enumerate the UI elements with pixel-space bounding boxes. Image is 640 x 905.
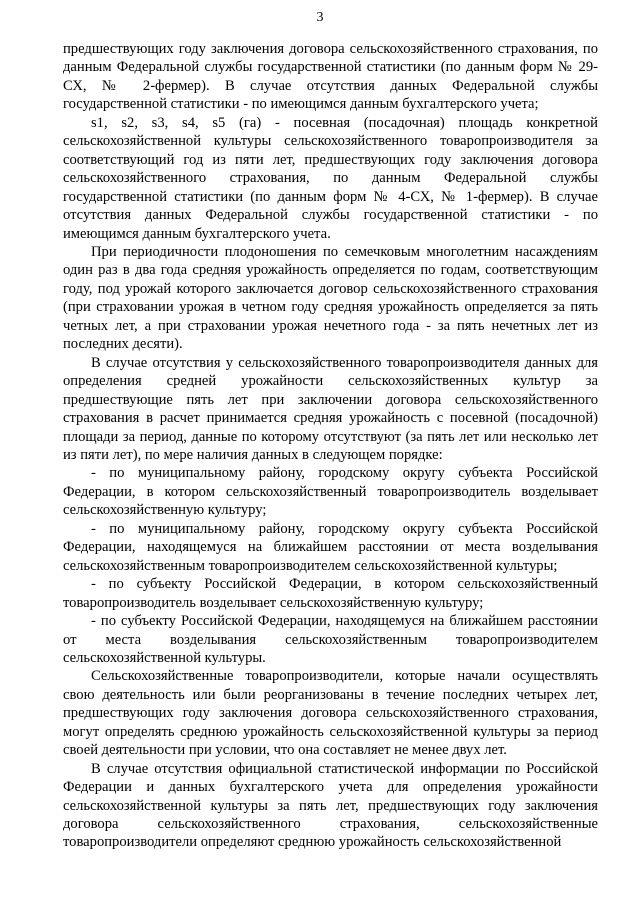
paragraph-continuation: предшествующих году заключения договора сельскохозяйственного страхования, по данным Федеральной службы государственной статистики (по данным форм № 29-СХ, № 2-фермер). В случае отсутствия данных Федеральной службы государственной статистики - по имеющимся данным бухгалтерского учета; <box>63 41 598 113</box>
page-number: 3 <box>316 10 324 25</box>
paragraph-missing-data: В случае отсутствия у сельскохозяйственного товаропроизводителя данных для определения средней урожайности сельскохозяйственных культур за предшествующие пять лет при заключении договора сельскохозяйственного страхования в расчет принимается средняя урожайность с посевной (посадочной) площади за период, данные по которому отсутствуют (за пять лет или несколько лет из пяти лет), по мере наличия данных в следующем порядке: <box>63 354 598 463</box>
list-item-federal-subject: - по субъекту Российской Федерации, в котором сельскохозяйственный товаропроизводитель возделывает сельскохозяйственную культуру; <box>63 576 598 611</box>
paragraph-fruiting-periodicity: При периодичности плодоношения по семечковым многолетним насаждениям один раз в два года средняя урожайность определяется по годам, соответствующим году, под урожай которого заключается договор сельскохозяйственного страхования (при страховании урожая в четном году средняя урожайность определяется за пять четных лет, а при страховании урожая нечетного года - за пять нечетных лет из последних десяти). <box>63 243 598 353</box>
paragraph-reorganized-producers: Сельскохозяйственные товаропроизводители, которые начали осуществлять свою деятельность или были реорганизованы в течение последних четырех лет, предшествующих году заключения договора сельскохозяйственного страхования, могут определять среднюю урожайность сельскохозяйственной культуры за период своей деятельности при условии, что она составляет не менее двух лет. <box>63 668 598 759</box>
document-body <box>63 40 598 852</box>
list-item-nearest-municipal-district: - по муниципальному району, городскому округу субъекта Российской Федерации, находящемуся на ближайшем расстоянии от места возделывания сельскохозяйственным товаропроизводителем сельскохозяйственной культуры; <box>63 520 598 574</box>
list-item-municipal-district: - по муниципальному району, городскому округу субъекта Российской Федерации, в котором сельскохозяйственный товаропроизводитель возделывает сельскохозяйственную культуру; <box>63 465 598 519</box>
paragraph-no-statistics: В случае отсутствия официальной статистической информации по Российской Федерации и данных бухгалтерского учета для определения урожайности сельскохозяйственной культуры за пять лет, предшествующих году заключения договора сельскохозяйственного страхования, сельскохозяйственные товаропроизводители определяют среднюю урожайность сельскохозяйственной <box>63 760 598 851</box>
paragraph-area-definition: s1, s2, s3, s4, s5 (га) - посевная (посадочная) площадь конкретной сельскохозяйственной культуры сельскохозяйственного товаропроизводителя за соответствующий год из пяти лет, предшествующих году заключения договора сельскохозяйственного страхования, по данным Федеральной службы государственной статистики (по данным форм № 4-СХ, № 1-фермер). В случае отсутствия данных Федеральной службы государственной статистики - по имеющимся данным бухгалтерского учета. <box>63 114 598 242</box>
list-item-nearest-federal-subject: - по субъекту Российской Федерации, находящемуся на ближайшем расстоянии от места возделывания сельскохозяйственным товаропроизводителем сельскохозяйственной культуры. <box>63 613 598 666</box>
